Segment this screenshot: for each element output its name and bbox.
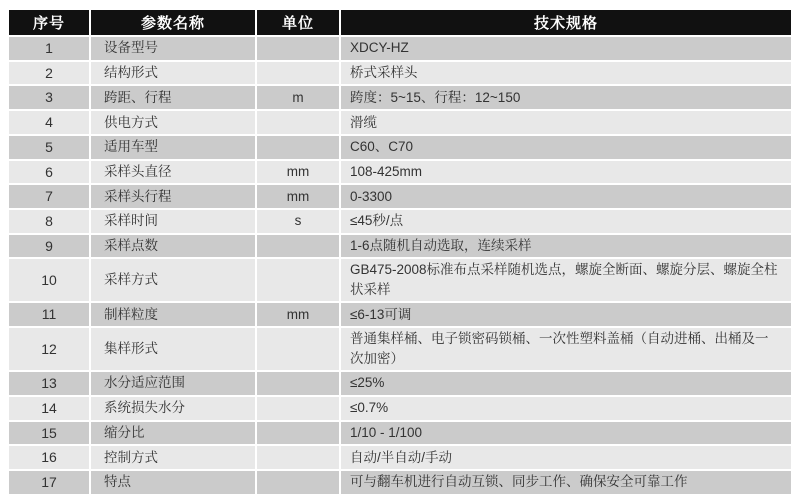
spec-cell: 1-6点随机自动选取，连续采样 [341, 235, 791, 258]
unit-cell: s [257, 210, 339, 233]
parameter-name-cell: 水分适应范围 [91, 372, 255, 395]
row-number-cell: 4 [9, 111, 89, 134]
row-number-cell: 2 [9, 62, 89, 85]
spec-cell: ≤6-13可调 [341, 303, 791, 326]
spec-cell: 1/10 - 1/100 [341, 422, 791, 445]
spec-cell: 滑缆 [341, 111, 791, 134]
unit-cell [257, 471, 339, 494]
table-row [9, 111, 791, 134]
unit-cell: mm [257, 303, 339, 326]
parameter-name-cell: 采样时间 [91, 210, 255, 233]
row-number-cell: 16 [9, 446, 89, 469]
unit-cell [257, 397, 339, 420]
col-header-spec: 技术规格 [341, 10, 791, 35]
table-row [9, 422, 791, 445]
parameter-name-cell: 制样粒度 [91, 303, 255, 326]
spec-cell: 自动/半自动/手动 [341, 446, 791, 469]
spec-cell: 0-3300 [341, 185, 791, 208]
spec-cell: ≤25% [341, 372, 791, 395]
parameter-name-cell: 采样头行程 [91, 185, 255, 208]
row-number-cell: 10 [9, 259, 89, 301]
parameter-name-cell: 采样方式 [91, 259, 255, 301]
table-row [9, 446, 791, 469]
row-number-cell: 7 [9, 185, 89, 208]
row-number-cell: 9 [9, 235, 89, 258]
col-header-parameter: 参数名称 [91, 10, 255, 35]
spec-cell: GB475-2008标准布点采样随机选点，螺旋全断面、螺旋分层、螺旋全柱状采样 [341, 259, 791, 301]
table-row [9, 397, 791, 420]
row-number-cell: 12 [9, 328, 89, 370]
table-row [9, 259, 791, 301]
spec-table-header [9, 10, 791, 35]
row-number-cell: 1 [9, 37, 89, 60]
unit-cell: mm [257, 161, 339, 184]
unit-cell [257, 37, 339, 60]
col-header-number: 序号 [9, 10, 89, 35]
row-number-cell: 15 [9, 422, 89, 445]
header-row [9, 10, 791, 35]
table-row [9, 372, 791, 395]
unit-cell [257, 62, 339, 85]
spec-cell: 可与翻车机进行自动互锁、同步工作、确保安全可靠工作 [341, 471, 791, 494]
spec-cell: 普通集样桶、电子锁密码锁桶、一次性塑料盖桶（自动进桶、出桶及一次加密） [341, 328, 791, 370]
unit-cell [257, 136, 339, 159]
table-row [9, 303, 791, 326]
parameter-name-cell: 特点 [91, 471, 255, 494]
parameter-name-cell: 适用车型 [91, 136, 255, 159]
parameter-name-cell: 设备型号 [91, 37, 255, 60]
spec-cell: XDCY-HZ [341, 37, 791, 60]
table-row [9, 471, 791, 494]
parameter-name-cell: 结构形式 [91, 62, 255, 85]
row-number-cell: 6 [9, 161, 89, 184]
unit-cell: mm [257, 185, 339, 208]
row-number-cell: 11 [9, 303, 89, 326]
table-row [9, 235, 791, 258]
row-number-cell: 14 [9, 397, 89, 420]
parameter-name-cell: 采样点数 [91, 235, 255, 258]
row-number-cell: 3 [9, 86, 89, 109]
row-number-cell: 5 [9, 136, 89, 159]
spec-cell: 跨度：5~15、行程：12~150 [341, 86, 791, 109]
spec-cell: C60、C70 [341, 136, 791, 159]
parameter-name-cell: 跨距、行程 [91, 86, 255, 109]
table-row [9, 37, 791, 60]
spec-cell: ≤45秒/点 [341, 210, 791, 233]
unit-cell [257, 446, 339, 469]
table-row [9, 136, 791, 159]
parameter-name-cell: 供电方式 [91, 111, 255, 134]
spec-cell: 桥式采样头 [341, 62, 791, 85]
row-number-cell: 8 [9, 210, 89, 233]
table-row [9, 210, 791, 233]
col-header-unit: 单位 [257, 10, 339, 35]
parameter-name-cell: 系统损失水分 [91, 397, 255, 420]
spec-table-body [9, 37, 791, 494]
table-row [9, 328, 791, 370]
parameter-name-cell: 采样头直径 [91, 161, 255, 184]
unit-cell [257, 372, 339, 395]
spec-cell: 108-425mm [341, 161, 791, 184]
table-row [9, 161, 791, 184]
table-row [9, 86, 791, 109]
table-row [9, 62, 791, 85]
unit-cell [257, 235, 339, 258]
spec-table [7, 8, 793, 496]
table-row [9, 185, 791, 208]
spec-cell: ≤0.7% [341, 397, 791, 420]
unit-cell [257, 111, 339, 134]
unit-cell [257, 422, 339, 445]
unit-cell [257, 259, 339, 301]
parameter-name-cell: 控制方式 [91, 446, 255, 469]
unit-cell: m [257, 86, 339, 109]
row-number-cell: 17 [9, 471, 89, 494]
parameter-name-cell: 缩分比 [91, 422, 255, 445]
unit-cell [257, 328, 339, 370]
parameter-name-cell: 集样形式 [91, 328, 255, 370]
row-number-cell: 13 [9, 372, 89, 395]
